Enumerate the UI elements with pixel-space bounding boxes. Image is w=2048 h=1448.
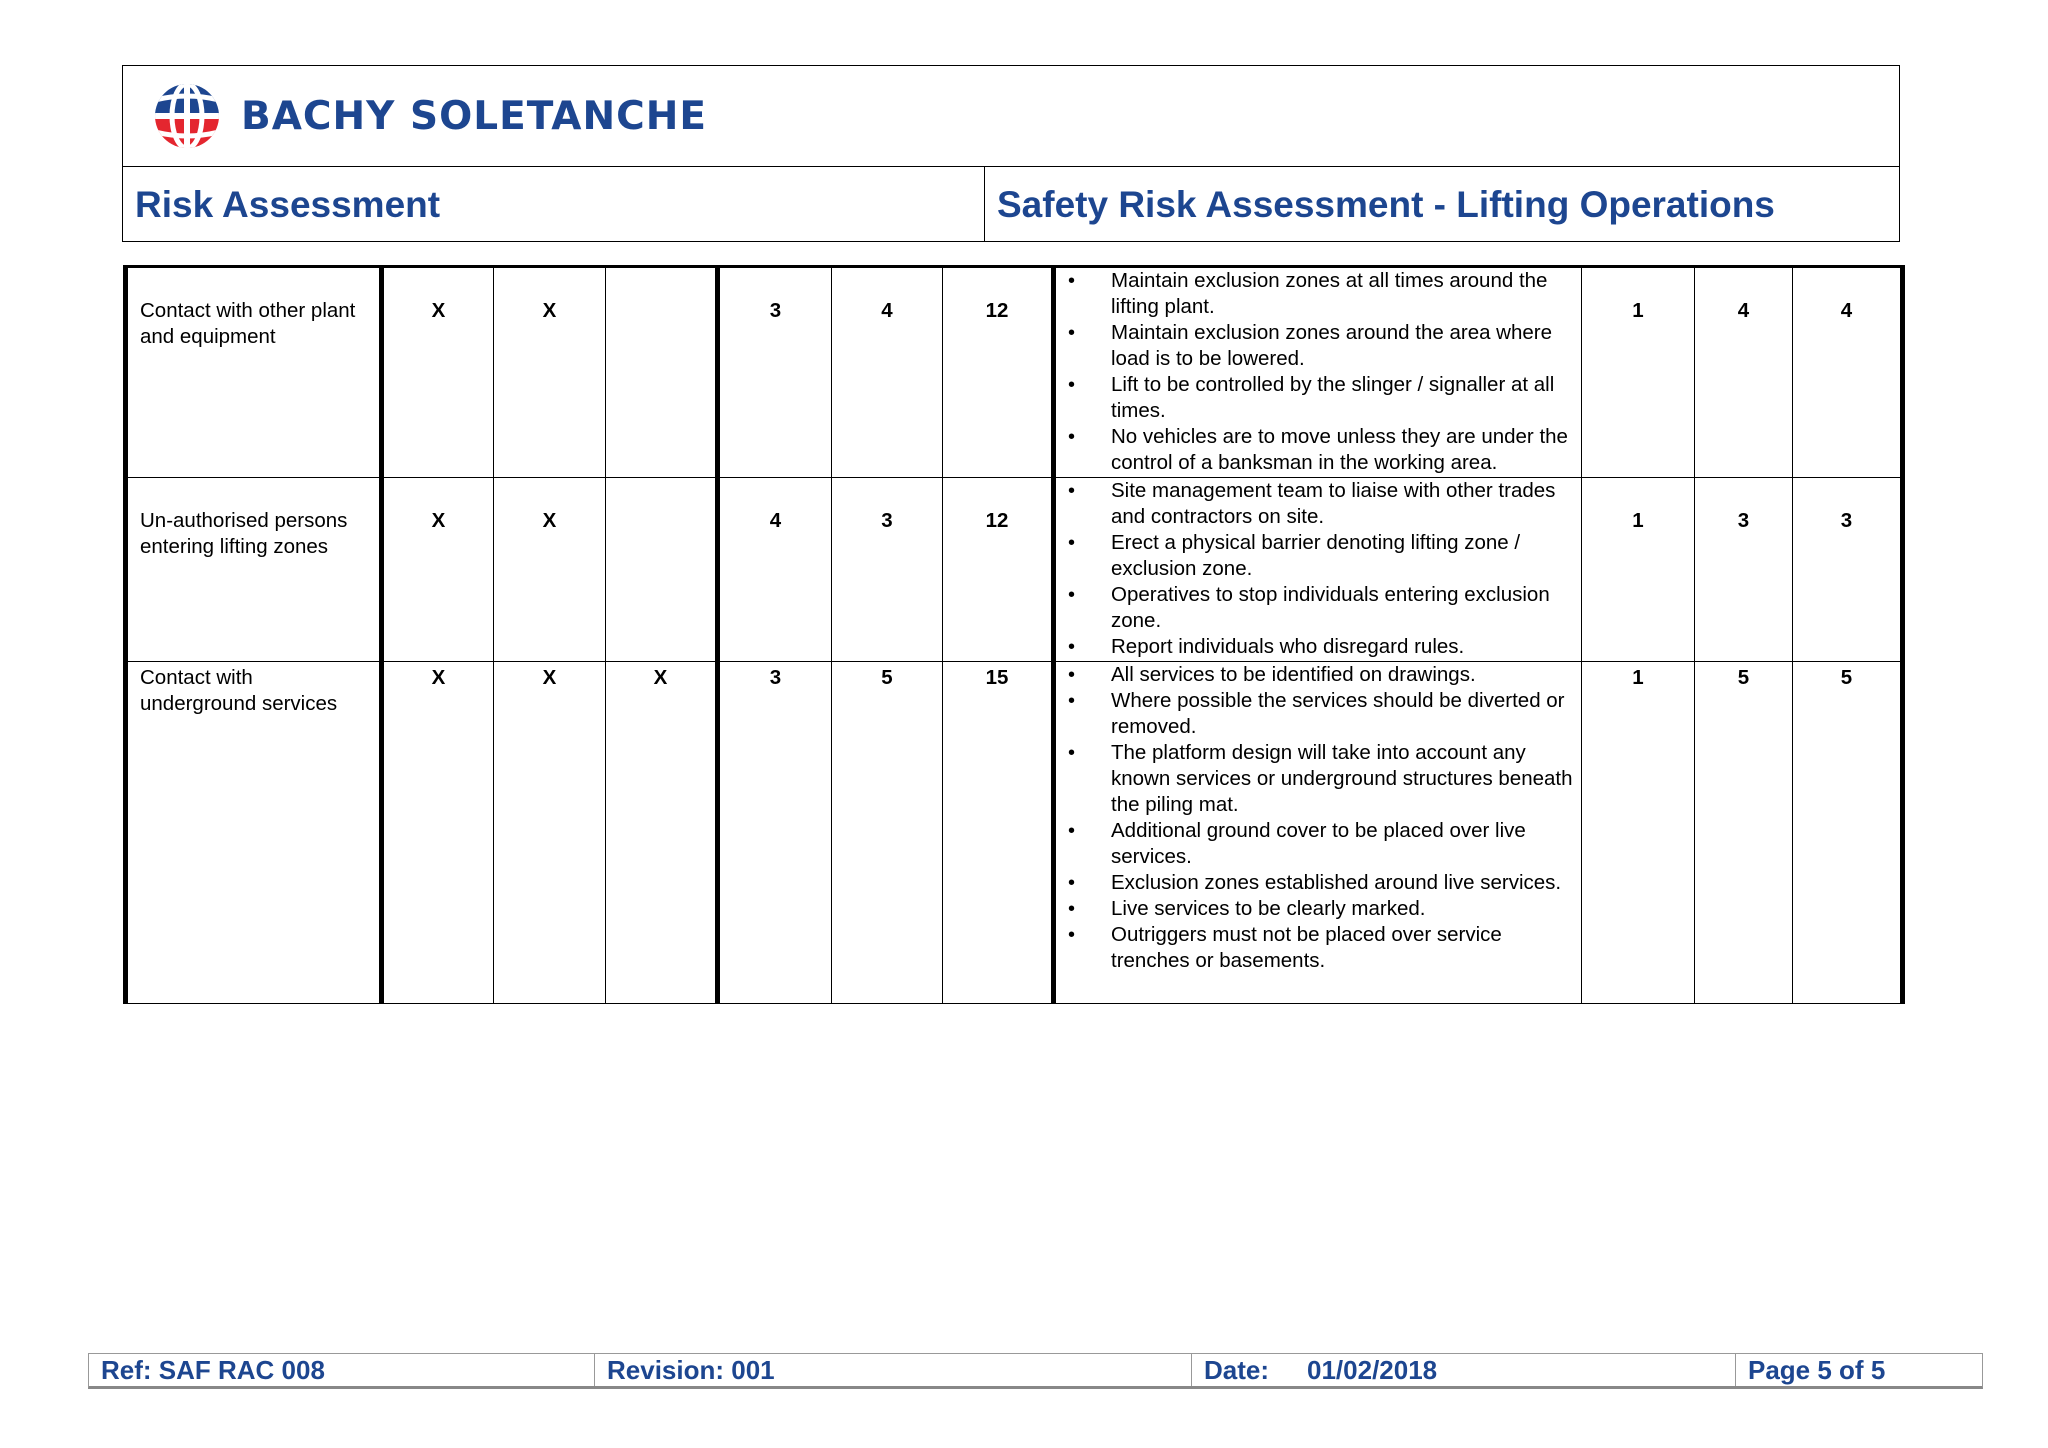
residual-severity-cell: 3 [1695,478,1793,662]
affected-cell: X [382,662,494,1004]
affected-cell: X [494,267,606,478]
residual-risk-cell: 3 [1793,478,1903,662]
list-item: • Maintain exclusion zones at all times around the lifting plant. [1056,268,1573,320]
company-logo [153,83,707,149]
affected-cell: X [494,662,606,1004]
hazard-cell: Contact with underground services [126,662,382,1004]
page-number: Page 5 of 5 [1748,1354,1886,1385]
severity-cell: 5 [832,662,943,1004]
list-item: • Where possible the services should be diverted or removed. [1056,688,1573,740]
residual-likelihood-cell: 1 [1582,662,1695,1004]
document-date [1192,1354,1736,1386]
document-type-title: Risk Assessment [123,167,985,242]
reference-number: Ref: SAF RAC 008 [89,1354,595,1386]
table-row [126,267,1903,478]
severity-cell: 4 [832,267,943,478]
affected-cell: X [606,662,718,1004]
risk-rating-cell: 15 [943,662,1054,1004]
list-item: • Additional ground cover to be placed over live services. [1056,818,1573,870]
residual-likelihood-cell: 1 [1582,267,1695,478]
list-item: • Outriggers must not be placed over service trenches or basements. [1056,922,1573,974]
control-measures-list [1056,478,1581,660]
residual-likelihood-cell: 1 [1582,478,1695,662]
residual-severity-cell: 4 [1695,267,1793,478]
list-item: • Report individuals who disregard rules. [1056,634,1573,660]
residual-risk-cell: 4 [1793,267,1903,478]
residual-risk-cell: 5 [1793,662,1903,1004]
control-measures-list [1056,268,1581,476]
likelihood-cell: 3 [718,267,832,478]
list-item: • The platform design will take into account any known services or underground structures beneath the piling mat. [1056,740,1573,818]
control-measures-list [1056,662,1581,974]
globe-icon [153,82,221,150]
affected-cell: X [382,478,494,662]
affected-cell [606,267,718,478]
hazard-cell: Un-authorised persons entering lifting zones [126,478,382,662]
risk-rating-cell: 12 [943,478,1054,662]
likelihood-cell: 3 [718,662,832,1004]
list-item: • Operatives to stop individuals entering exclusion zone. [1056,582,1573,634]
date-label: Date: [1204,1354,1270,1385]
residual-severity-cell: 5 [1695,662,1793,1004]
affected-cell: X [494,478,606,662]
risk-table [123,265,1905,1004]
control-measures-cell [1054,662,1582,1004]
affected-cell [606,478,718,662]
control-measures-cell [1054,478,1582,662]
list-item: • Erect a physical barrier denoting lifting zone / exclusion zone. [1056,530,1573,582]
hazard-cell: Contact with other plant and equipment [126,267,382,478]
risk-rating-cell: 12 [943,267,1054,478]
title-row [123,167,1899,242]
list-item: • Live services to be clearly marked. [1056,896,1573,922]
control-measures-cell [1054,267,1582,478]
likelihood-cell: 4 [718,478,832,662]
severity-cell: 3 [832,478,943,662]
list-item: • All services to be identified on drawings. [1056,662,1573,688]
table-row [126,478,1903,662]
list-item: • Maintain exclusion zones around the area where load is to be lowered. [1056,320,1573,372]
date-value: 01/02/2018 [1307,1354,1438,1385]
document-header [122,65,1900,242]
list-item: • Lift to be controlled by the slinger / signaller at all times. [1056,372,1573,424]
list-item: • No vehicles are to move unless they are under the control of a banksman in the working area. [1056,424,1573,476]
document-title: Safety Risk Assessment - Lifting Operations [997,183,1775,225]
list-item: • Exclusion zones established around live services. [1056,870,1573,896]
affected-cell: X [382,267,494,478]
revision-number: Revision: 001 [595,1354,1192,1386]
logo-row [123,66,1899,167]
list-item: • Site management team to liaise with other trades and contractors on site. [1056,478,1573,530]
table-row [126,662,1903,1004]
document-footer [88,1353,1983,1389]
company-name: BACHY SOLETANCHE [241,93,708,139]
